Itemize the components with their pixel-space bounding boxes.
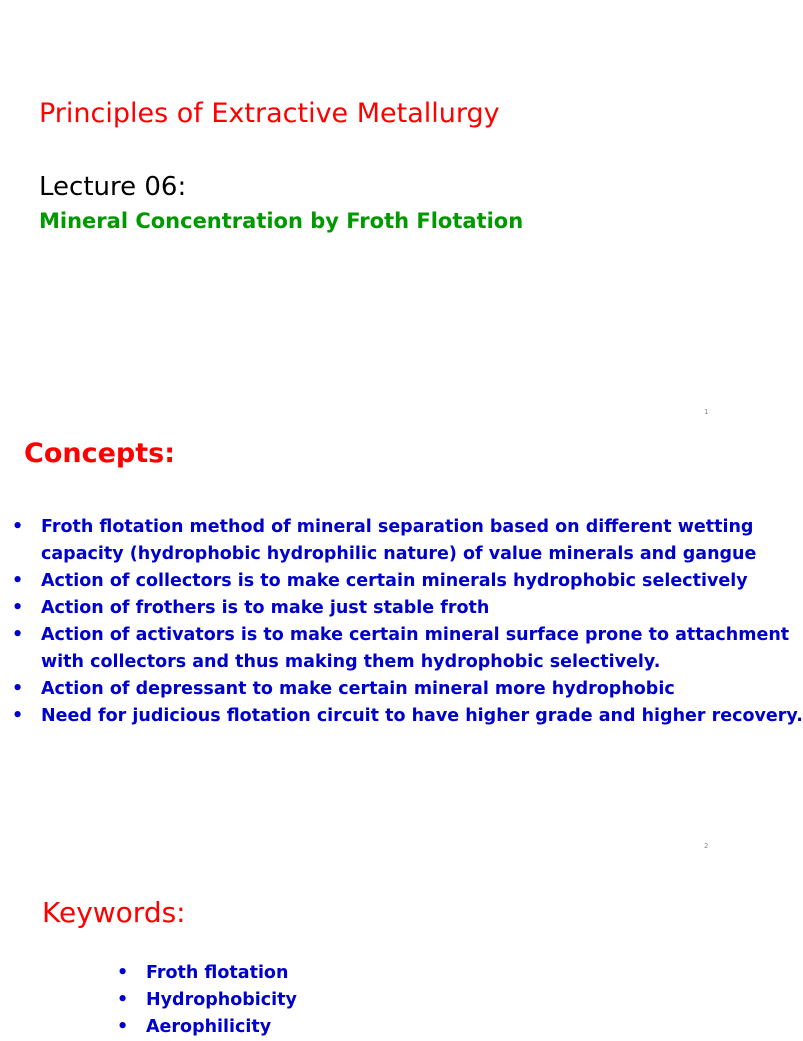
lecture-subtitle: Mineral Concentration by Froth Flotation xyxy=(39,209,524,233)
slide-keywords xyxy=(0,864,768,1037)
list-item-continuation xyxy=(12,541,762,568)
bullet-icon: • xyxy=(12,706,24,726)
list-item-text: Action of collectors is to make certain minerals hydrophobic selectively xyxy=(41,571,748,591)
list-item-text: capacity (hydrophobic hydrophilic nature) of value minerals and gangue xyxy=(41,544,757,564)
list-item-text: with collectors and thus making them hydrophobic selectively. xyxy=(41,652,661,672)
list-item xyxy=(117,960,297,987)
list-item-text: Action of activators is to make certain mineral surface prone to attachment xyxy=(41,625,790,645)
bullet-icon: • xyxy=(12,625,24,645)
list-item xyxy=(12,514,762,541)
list-item xyxy=(12,622,790,649)
list-item-text: Froth flotation method of mineral separation based on different wetting xyxy=(41,517,754,537)
list-item-text: Need for judicious flotation circuit to have higher grade and higher recovery. xyxy=(41,706,803,726)
bullet-icon: • xyxy=(12,517,24,537)
list-item xyxy=(12,568,762,595)
list-item-text: Action of depressant to make certain mineral more hydrophobic xyxy=(41,679,675,699)
list-item-text: Froth flotation xyxy=(146,963,289,983)
page-number: 2 xyxy=(704,842,709,850)
list-item-text: Hydrophobicity xyxy=(146,990,297,1010)
slide-concepts xyxy=(0,430,803,864)
page-number: 1 xyxy=(704,408,709,416)
concepts-heading: Concepts: xyxy=(24,438,176,469)
list-item-text: Action of frothers is to make just stable froth xyxy=(41,598,490,618)
list-item-text: Aerophilicity xyxy=(146,1017,272,1037)
list-item xyxy=(117,987,297,1014)
bullet-icon: • xyxy=(117,1017,129,1037)
lecture-number: Lecture 06: xyxy=(39,172,187,202)
concept-list xyxy=(12,514,803,730)
keywords-heading: Keywords: xyxy=(42,896,186,929)
bullet-icon: • xyxy=(117,963,129,983)
slide-title xyxy=(0,0,768,430)
bullet-icon: • xyxy=(12,571,24,591)
bullet-icon: • xyxy=(12,679,24,699)
bullet-icon: • xyxy=(117,990,129,1010)
course-title: Principles of Extractive Metallurgy xyxy=(39,98,500,129)
list-item xyxy=(117,1014,297,1041)
list-item-continuation xyxy=(12,649,762,676)
bullet-icon: • xyxy=(12,598,24,618)
list-item xyxy=(12,703,803,730)
keyword-list xyxy=(117,960,297,1041)
list-item xyxy=(12,595,762,622)
list-item xyxy=(12,676,762,703)
